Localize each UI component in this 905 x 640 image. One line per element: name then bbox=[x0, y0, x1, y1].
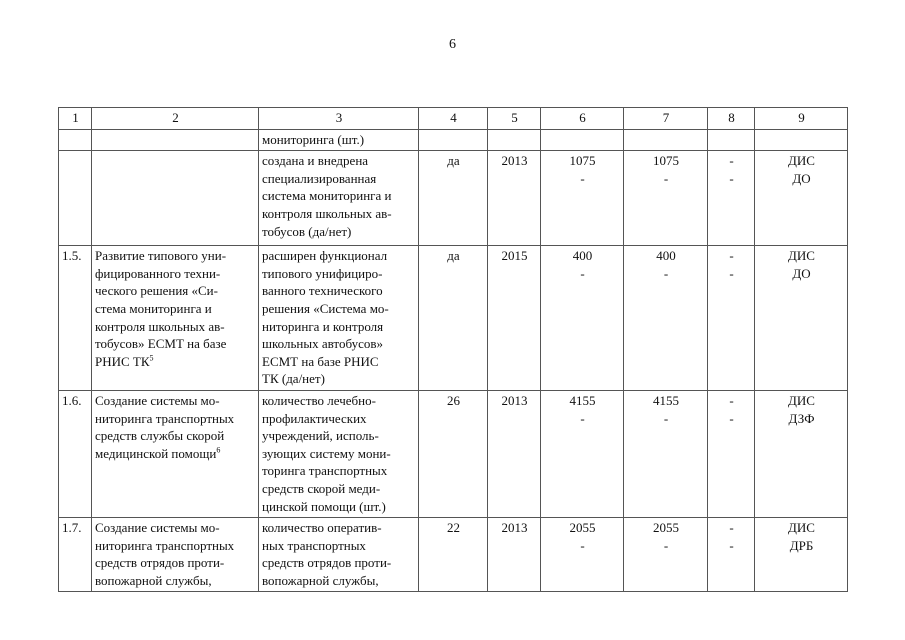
funding-other: - - bbox=[708, 151, 755, 246]
responsible: ДИС ДЗФ bbox=[755, 390, 848, 517]
table-row bbox=[59, 246, 848, 391]
row-number: 1.7. bbox=[59, 518, 92, 592]
indicator-text: создана и внедрена специализированная система мониторинга и контроля школьных ав- тобусов (да/нет) bbox=[259, 151, 419, 246]
header-cell-6: 6 bbox=[541, 108, 624, 130]
responsible: ДИС ДО bbox=[755, 151, 848, 246]
funding-budget: 1075 - bbox=[624, 151, 708, 246]
funding-other: - - bbox=[708, 390, 755, 517]
measure-name bbox=[92, 129, 259, 151]
responsible: ДИС ДРБ bbox=[755, 518, 848, 592]
header-cell-9: 9 bbox=[755, 108, 848, 130]
header-cell-4: 4 bbox=[419, 108, 488, 130]
measure-name: Развитие типового уни- фицированного техни- ческого решения «Си- стема мониторинга и контроля школьных ав- тобусов» ЕСМТ на базе РНИС ТК bbox=[95, 248, 227, 369]
measure-name: Создание системы мо- ниторинга транспортных средств службы скорой медицинской помощи bbox=[95, 392, 235, 461]
table-row bbox=[59, 390, 848, 517]
target-value: да bbox=[419, 246, 488, 391]
funding-total: 2055 - bbox=[541, 518, 624, 592]
header-cell-8: 8 bbox=[708, 108, 755, 130]
target-value bbox=[419, 129, 488, 151]
funding-total bbox=[541, 129, 624, 151]
row-number bbox=[59, 151, 92, 246]
target-value: да bbox=[419, 151, 488, 246]
row-number bbox=[59, 129, 92, 151]
indicator-text: расширен функционал типового унифициро- ванного технического решения «Система мо- ниторинга и контроля школьных автобусов» ЕСМТ на базе РНИС ТК (да/нет) bbox=[259, 246, 419, 391]
footnote-ref[interactable]: 6 bbox=[216, 445, 221, 455]
header-cell-5: 5 bbox=[488, 108, 541, 130]
row-number: 1.5. bbox=[59, 246, 92, 391]
year: 2013 bbox=[488, 390, 541, 517]
responsible: ДИС ДО bbox=[755, 246, 848, 391]
page-number: 6 bbox=[449, 37, 456, 52]
table-header-row bbox=[59, 108, 848, 130]
indicator-text: мониторинга (шт.) bbox=[259, 129, 419, 151]
header-cell-1: 1 bbox=[59, 108, 92, 130]
funding-other: - - bbox=[708, 518, 755, 592]
funding-other bbox=[708, 129, 755, 151]
funding-other: - - bbox=[708, 246, 755, 391]
measure-name-cell bbox=[92, 390, 259, 517]
header-cell-2: 2 bbox=[92, 108, 259, 130]
target-value: 22 bbox=[419, 518, 488, 592]
indicator-text: количество оператив- ных транспортных средств отрядов проти- вопожарной службы, bbox=[259, 518, 419, 592]
header-cell-3: 3 bbox=[259, 108, 419, 130]
table-row bbox=[59, 151, 848, 246]
header-cell-7: 7 bbox=[624, 108, 708, 130]
funding-budget: 400 - bbox=[624, 246, 708, 391]
year: 2013 bbox=[488, 518, 541, 592]
funding-budget: 4155 - bbox=[624, 390, 708, 517]
funding-total: 1075 - bbox=[541, 151, 624, 246]
funding-budget bbox=[624, 129, 708, 151]
responsible bbox=[755, 129, 848, 151]
table-row bbox=[59, 518, 848, 592]
row-number: 1.6. bbox=[59, 390, 92, 517]
funding-total: 4155 - bbox=[541, 390, 624, 517]
measure-name: Создание системы мо- ниторинга транспортных средств отрядов проти- вопожарной службы, bbox=[92, 518, 259, 592]
year: 2015 bbox=[488, 246, 541, 391]
table-row bbox=[59, 129, 848, 151]
indicator-text: количество лечебно- профилактических учреждений, исполь- зующих систему мони- торинга транспортных средств скорой меди- цинской помощи (шт.) bbox=[259, 390, 419, 517]
program-table bbox=[58, 107, 848, 592]
measure-name-cell bbox=[92, 246, 259, 391]
measure-name bbox=[92, 151, 259, 246]
target-value: 26 bbox=[419, 390, 488, 517]
year bbox=[488, 129, 541, 151]
footnote-ref[interactable]: 5 bbox=[149, 353, 154, 363]
funding-total: 400 - bbox=[541, 246, 624, 391]
funding-budget: 2055 - bbox=[624, 518, 708, 592]
year: 2013 bbox=[488, 151, 541, 246]
